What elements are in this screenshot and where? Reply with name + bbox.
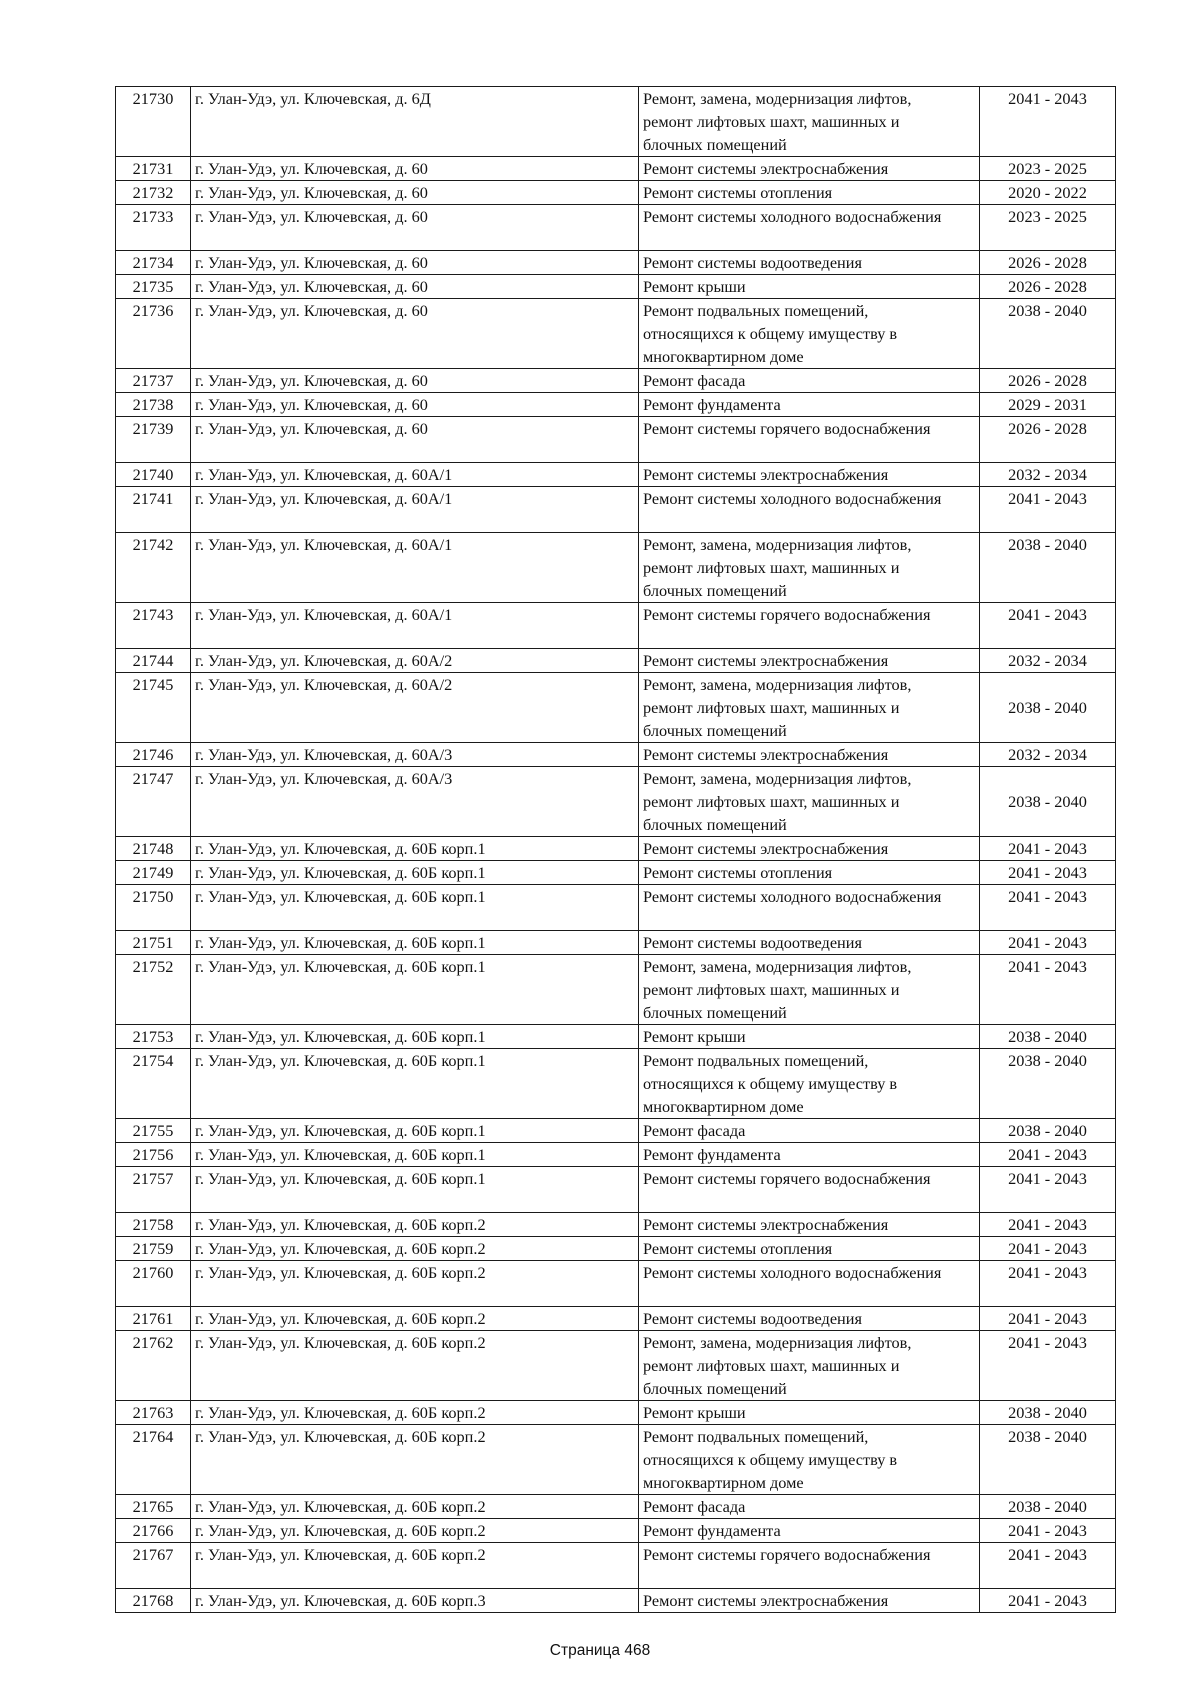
row-number-cell: 21754 [116,1049,191,1119]
years-cell: 2032 - 2034 [980,463,1116,487]
work-type-line: Ремонт крыши [643,1027,746,1046]
work-type-cell [639,1237,980,1261]
years-cell: 2041 - 2043 [980,885,1116,931]
address-cell: г. Улан-Удэ, ул. Ключевская, д. 60Б корп.1 [191,885,639,931]
table-row [116,1519,1116,1543]
work-type-cell [639,393,980,417]
work-type-cell [639,1049,980,1119]
work-type-cell [639,1143,980,1167]
row-number-cell: 21737 [116,369,191,393]
years-cell: 2041 - 2043 [980,931,1116,955]
table-row [116,1331,1116,1401]
table-row [116,417,1116,463]
work-type-cell [639,673,980,743]
work-type-line: Ремонт системы холодного водоснабжения [643,489,942,508]
row-number-cell: 21759 [116,1237,191,1261]
table-row [116,955,1116,1025]
work-type-line: Ремонт системы водоотведения [643,253,862,272]
work-type-line: Ремонт фундамента [643,1145,781,1164]
work-type-cell [639,275,980,299]
years-cell: 2038 - 2040 [980,673,1116,743]
address-cell: г. Улан-Удэ, ул. Ключевская, д. 60А/1 [191,487,639,533]
work-type-line: Ремонт системы горячего водоснабжения [643,1169,931,1188]
years-cell: 2041 - 2043 [980,1331,1116,1401]
work-type-cell [639,931,980,955]
row-number-cell: 21743 [116,603,191,649]
years-cell: 2026 - 2028 [980,251,1116,275]
work-type-cell [639,1543,980,1589]
address-cell: г. Улан-Удэ, ул. Ключевская, д. 60А/1 [191,533,639,603]
work-type-line: Ремонт системы горячего водоснабжения [643,605,931,624]
work-type-line: многоквартирном доме [643,347,804,366]
table-row [116,1401,1116,1425]
work-type-line: Ремонт, замена, модернизация лифтов, [643,89,912,108]
address-cell: г. Улан-Удэ, ул. Ключевская, д. 60 [191,393,639,417]
table-row [116,861,1116,885]
address-cell: г. Улан-Удэ, ул. Ключевская, д. 6Д [191,87,639,157]
table-row [116,1425,1116,1495]
address-cell: г. Улан-Удэ, ул. Ключевская, д. 60 [191,275,639,299]
row-number-cell: 21741 [116,487,191,533]
years-cell: 2041 - 2043 [980,87,1116,157]
address-cell: г. Улан-Удэ, ул. Ключевская, д. 60Б корп.1 [191,1049,639,1119]
work-type-line: Ремонт системы электроснабжения [643,1591,889,1610]
table-row [116,487,1116,533]
work-type-line: Ремонт системы отопления [643,183,833,202]
years-cell: 2038 - 2040 [980,533,1116,603]
work-type-cell [639,1167,980,1213]
work-type-line: Ремонт системы водоотведения [643,933,862,952]
row-number-cell: 21744 [116,649,191,673]
work-type-line: Ремонт системы отопления [643,863,833,882]
table-row [116,463,1116,487]
address-cell: г. Улан-Удэ, ул. Ключевская, д. 60Б корп.2 [191,1543,639,1589]
years-cell: 2038 - 2040 [980,1425,1116,1495]
address-cell: г. Улан-Удэ, ул. Ключевская, д. 60А/3 [191,767,639,837]
work-type-cell [639,299,980,369]
table-row [116,1307,1116,1331]
work-type-line: Ремонт фундамента [643,1521,781,1540]
work-type-line: Ремонт системы водоотведения [643,1309,862,1328]
table-row [116,1261,1116,1307]
table-row [116,251,1116,275]
work-type-line: блочных помещений [643,1003,787,1022]
work-type-line: Ремонт системы электроснабжения [643,465,889,484]
work-type-cell [639,837,980,861]
table-row [116,275,1116,299]
work-type-cell [639,1261,980,1307]
work-type-line: Ремонт системы электроснабжения [643,159,889,178]
years-cell: 2023 - 2025 [980,205,1116,251]
work-type-cell [639,1519,980,1543]
work-type-cell [639,1213,980,1237]
row-number-cell: 21764 [116,1425,191,1495]
work-type-cell [639,861,980,885]
row-number-cell: 21757 [116,1167,191,1213]
work-type-line: Ремонт крыши [643,1403,746,1422]
work-type-cell [639,87,980,157]
work-type-cell [639,1589,980,1613]
work-type-cell [639,1425,980,1495]
years-cell: 2038 - 2040 [980,1401,1116,1425]
row-number-cell: 21742 [116,533,191,603]
years-cell: 2041 - 2043 [980,1213,1116,1237]
work-type-line: Ремонт, замена, модернизация лифтов, [643,675,912,694]
work-type-line: блочных помещений [643,815,787,834]
years-cell: 2038 - 2040 [980,767,1116,837]
address-cell: г. Улан-Удэ, ул. Ключевская, д. 60 [191,251,639,275]
table-row [116,1589,1116,1613]
work-type-cell [639,1307,980,1331]
work-type-line: блочных помещений [643,1379,787,1398]
address-cell: г. Улан-Удэ, ул. Ключевская, д. 60Б корп.1 [191,931,639,955]
table-row [116,205,1116,251]
work-type-line: Ремонт подвальных помещений, [643,301,869,320]
years-cell: 2038 - 2040 [980,1025,1116,1049]
row-number-cell: 21750 [116,885,191,931]
address-cell: г. Улан-Удэ, ул. Ключевская, д. 60Б корп.2 [191,1237,639,1261]
work-type-line: Ремонт, замена, модернизация лифтов, [643,1333,912,1352]
work-type-line: Ремонт системы холодного водоснабжения [643,1263,942,1282]
table-row [116,1143,1116,1167]
table-row [116,157,1116,181]
address-cell: г. Улан-Удэ, ул. Ключевская, д. 60Б корп.1 [191,861,639,885]
table-row [116,673,1116,743]
table-row [116,1119,1116,1143]
row-number-cell: 21760 [116,1261,191,1307]
work-type-line: ремонт лифтовых шахт, машинных и [643,1356,900,1375]
table-row [116,767,1116,837]
address-cell: г. Улан-Удэ, ул. Ключевская, д. 60Б корп.3 [191,1589,639,1613]
work-type-line: Ремонт системы отопления [643,1239,833,1258]
work-type-cell [639,487,980,533]
work-type-line: Ремонт, замена, модернизация лифтов, [643,769,912,788]
years-cell: 2026 - 2028 [980,275,1116,299]
work-type-line: относящихся к общему имуществу в [643,1450,898,1469]
table-row [116,885,1116,931]
row-number-cell: 21765 [116,1495,191,1519]
years-cell: 2041 - 2043 [980,603,1116,649]
address-cell: г. Улан-Удэ, ул. Ключевская, д. 60Б корп.2 [191,1425,639,1495]
table-row [116,1213,1116,1237]
years-cell: 2041 - 2043 [980,1261,1116,1307]
address-cell: г. Улан-Удэ, ул. Ключевская, д. 60 [191,157,639,181]
work-type-cell [639,885,980,931]
row-number-cell: 21732 [116,181,191,205]
row-number-cell: 21733 [116,205,191,251]
repair-schedule-table [115,86,1116,1613]
years-cell: 2029 - 2031 [980,393,1116,417]
work-type-line: многоквартирном доме [643,1473,804,1492]
work-type-cell [639,743,980,767]
address-cell: г. Улан-Удэ, ул. Ключевская, д. 60 [191,369,639,393]
row-number-cell: 21735 [116,275,191,299]
work-type-line: ремонт лифтовых шахт, машинных и [643,980,900,999]
table-row [116,837,1116,861]
address-cell: г. Улан-Удэ, ул. Ключевская, д. 60Б корп.1 [191,837,639,861]
years-cell: 2020 - 2022 [980,181,1116,205]
work-type-line: Ремонт системы электроснабжения [643,745,889,764]
row-number-cell: 21766 [116,1519,191,1543]
work-type-cell [639,533,980,603]
work-type-line: Ремонт системы горячего водоснабжения [643,1545,931,1564]
table-row [116,1495,1116,1519]
row-number-cell: 21751 [116,931,191,955]
address-cell: г. Улан-Удэ, ул. Ключевская, д. 60Б корп.1 [191,955,639,1025]
years-cell: 2038 - 2040 [980,1119,1116,1143]
address-cell: г. Улан-Удэ, ул. Ключевская, д. 60А/1 [191,603,639,649]
work-type-line: Ремонт фасада [643,371,746,390]
address-cell: г. Улан-Удэ, ул. Ключевская, д. 60Б корп.2 [191,1331,639,1401]
years-cell: 2038 - 2040 [980,1049,1116,1119]
row-number-cell: 21736 [116,299,191,369]
work-type-line: Ремонт системы электроснабжения [643,1215,889,1234]
work-type-line: Ремонт системы электроснабжения [643,839,889,858]
work-type-cell [639,649,980,673]
table-row [116,603,1116,649]
work-type-line: Ремонт подвальных помещений, [643,1427,869,1446]
work-type-line: блочных помещений [643,135,787,154]
page-number: Страница 468 [549,1642,651,1659]
address-cell: г. Улан-Удэ, ул. Ключевская, д. 60Б корп.2 [191,1261,639,1307]
years-cell: 2038 - 2040 [980,299,1116,369]
row-number-cell: 21745 [116,673,191,743]
years-cell: 2041 - 2043 [980,1307,1116,1331]
address-cell: г. Улан-Удэ, ул. Ключевская, д. 60Б корп.1 [191,1025,639,1049]
address-cell: г. Улан-Удэ, ул. Ключевская, д. 60 [191,299,639,369]
table-row [116,1167,1116,1213]
table-row [116,87,1116,157]
address-cell: г. Улан-Удэ, ул. Ключевская, д. 60Б корп.2 [191,1495,639,1519]
row-number-cell: 21767 [116,1543,191,1589]
years-cell: 2026 - 2028 [980,369,1116,393]
row-number-cell: 21731 [116,157,191,181]
address-cell: г. Улан-Удэ, ул. Ключевская, д. 60Б корп.1 [191,1143,639,1167]
address-cell: г. Улан-Удэ, ул. Ключевская, д. 60Б корп.1 [191,1167,639,1213]
work-type-line: Ремонт системы электроснабжения [643,651,889,670]
row-number-cell: 21746 [116,743,191,767]
work-type-line: Ремонт крыши [643,277,746,296]
work-type-line: многоквартирном доме [643,1097,804,1116]
work-type-line: блочных помещений [643,721,787,740]
work-type-line: Ремонт системы холодного водоснабжения [643,207,942,226]
table-row [116,181,1116,205]
work-type-cell [639,1025,980,1049]
years-cell: 2041 - 2043 [980,1167,1116,1213]
address-cell: г. Улан-Удэ, ул. Ключевская, д. 60А/2 [191,673,639,743]
row-number-cell: 21734 [116,251,191,275]
table-row [116,1543,1116,1589]
address-cell: г. Улан-Удэ, ул. Ключевская, д. 60Б корп.2 [191,1519,639,1543]
row-number-cell: 21730 [116,87,191,157]
address-cell: г. Улан-Удэ, ул. Ключевская, д. 60Б корп.1 [191,1119,639,1143]
table-row [116,393,1116,417]
years-cell: 2023 - 2025 [980,157,1116,181]
address-cell: г. Улан-Удэ, ул. Ключевская, д. 60 [191,417,639,463]
row-number-cell: 21758 [116,1213,191,1237]
work-type-line: Ремонт фасада [643,1121,746,1140]
address-cell: г. Улан-Удэ, ул. Ключевская, д. 60 [191,181,639,205]
years-cell: 2041 - 2043 [980,1589,1116,1613]
row-number-cell: 21749 [116,861,191,885]
years-cell: 2032 - 2034 [980,743,1116,767]
row-number-cell: 21748 [116,837,191,861]
work-type-cell [639,417,980,463]
years-cell: 2041 - 2043 [980,1143,1116,1167]
row-number-cell: 21752 [116,955,191,1025]
address-cell: г. Улан-Удэ, ул. Ключевская, д. 60А/2 [191,649,639,673]
table-body [116,87,1116,1613]
address-cell: г. Улан-Удэ, ул. Ключевская, д. 60Б корп.2 [191,1401,639,1425]
years-cell: 2041 - 2043 [980,955,1116,1025]
work-type-line: ремонт лифтовых шахт, машинных и [643,698,900,717]
address-cell: г. Улан-Удэ, ул. Ключевская, д. 60Б корп.2 [191,1307,639,1331]
row-number-cell: 21761 [116,1307,191,1331]
years-cell: 2041 - 2043 [980,487,1116,533]
work-type-cell [639,1401,980,1425]
work-type-line: относящихся к общему имуществу в [643,324,898,343]
work-type-cell [639,369,980,393]
row-number-cell: 21738 [116,393,191,417]
table-row [116,533,1116,603]
work-type-cell [639,1495,980,1519]
work-type-cell [639,1331,980,1401]
work-type-cell [639,157,980,181]
years-cell: 2038 - 2040 [980,1495,1116,1519]
table-row [116,743,1116,767]
address-cell: г. Улан-Удэ, ул. Ключевская, д. 60А/1 [191,463,639,487]
work-type-line: блочных помещений [643,581,787,600]
work-type-line: Ремонт системы холодного водоснабжения [643,887,942,906]
work-type-cell [639,181,980,205]
work-type-line: Ремонт системы горячего водоснабжения [643,419,931,438]
address-cell: г. Улан-Удэ, ул. Ключевская, д. 60 [191,205,639,251]
years-cell: 2041 - 2043 [980,861,1116,885]
table-row [116,931,1116,955]
work-type-line: Ремонт фундамента [643,395,781,414]
years-cell: 2032 - 2034 [980,649,1116,673]
work-type-line: Ремонт, замена, модернизация лифтов, [643,535,912,554]
work-type-line: Ремонт подвальных помещений, [643,1051,869,1070]
row-number-cell: 21740 [116,463,191,487]
work-type-line: ремонт лифтовых шахт, машинных и [643,112,900,131]
table-row [116,649,1116,673]
row-number-cell: 21755 [116,1119,191,1143]
address-cell: г. Улан-Удэ, ул. Ключевская, д. 60А/3 [191,743,639,767]
row-number-cell: 21756 [116,1143,191,1167]
work-type-cell [639,955,980,1025]
work-type-cell [639,251,980,275]
address-cell: г. Улан-Удэ, ул. Ключевская, д. 60Б корп.2 [191,1213,639,1237]
row-number-cell: 21747 [116,767,191,837]
years-cell: 2026 - 2028 [980,417,1116,463]
years-cell: 2041 - 2043 [980,837,1116,861]
table-row [116,1237,1116,1261]
work-type-cell [639,767,980,837]
table-row [116,369,1116,393]
work-type-line: ремонт лифтовых шахт, машинных и [643,792,900,811]
table-row [116,1025,1116,1049]
row-number-cell: 21763 [116,1401,191,1425]
years-cell: 2041 - 2043 [980,1543,1116,1589]
work-type-line: Ремонт фасада [643,1497,746,1516]
work-type-line: ремонт лифтовых шахт, машинных и [643,558,900,577]
work-type-cell [639,1119,980,1143]
years-cell: 2041 - 2043 [980,1519,1116,1543]
row-number-cell: 21762 [116,1331,191,1401]
work-type-cell [639,463,980,487]
table-row [116,1049,1116,1119]
row-number-cell: 21753 [116,1025,191,1049]
row-number-cell: 21768 [116,1589,191,1613]
work-type-cell [639,205,980,251]
table-row [116,299,1116,369]
work-type-line: Ремонт, замена, модернизация лифтов, [643,957,912,976]
years-cell: 2041 - 2043 [980,1237,1116,1261]
work-type-line: относящихся к общему имуществу в [643,1074,898,1093]
work-type-cell [639,603,980,649]
row-number-cell: 21739 [116,417,191,463]
